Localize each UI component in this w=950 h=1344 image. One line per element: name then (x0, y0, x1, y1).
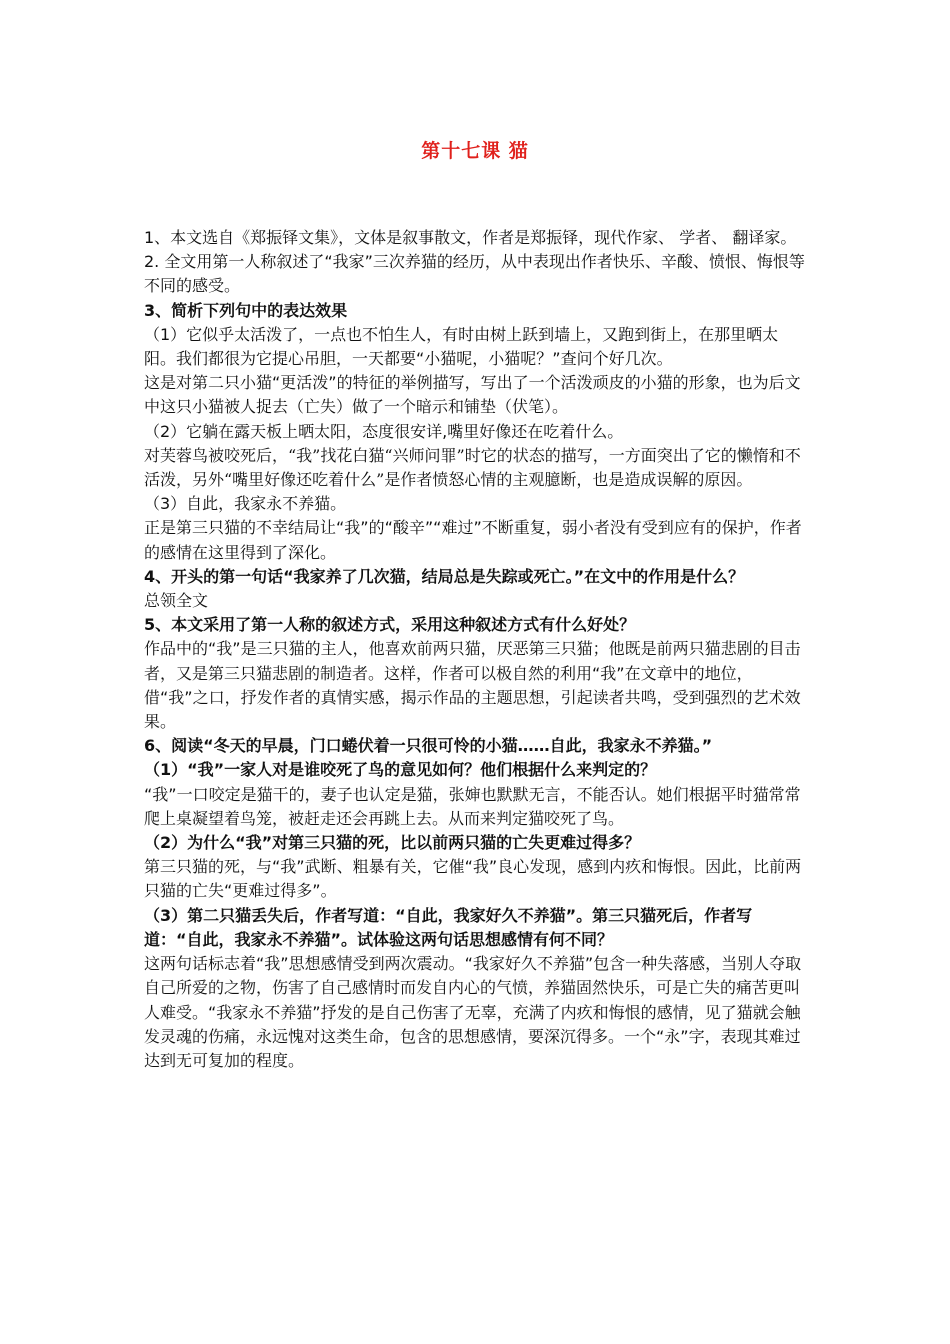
answer-3-2: 对芙蓉鸟被咬死后，“我”找花白猫“兴师问罪”时它的状态的描写，一方面突出了它的懒惰和不活泼，另外“嘴里好像还吃着什么”是作者愤怒心情的主观臆断，也是造成误解的原因。 (144, 445, 801, 490)
answer-3-1: 这是对第二只小猫“更活泼”的特征的举例描写，写出了一个活泼顽皮的小猫的形象，也为后文中这只小猫被人捉去（亡失）做了一个暗示和铺垫（伏笔）。 (144, 373, 801, 417)
question-3-3: （3）自此，我家永不养猫。 (144, 494, 347, 514)
lesson-title: 第十七课 猫 (421, 140, 529, 162)
question-6: 6、阅读“冬天的早晨，门口蜷伏着一只很可怜的小猫……自此，我家永不养猫。” (144, 736, 713, 756)
question-6-2: （2）为什么“我”对第三只猫的死，比以前两只猫的亡失更难过得多？ (144, 833, 641, 853)
question-3-2: （2）它躺在露天板上晒太阳，态度很安详,嘴里好像还在吃着什么。 (144, 421, 624, 441)
question-6-1: （1）“我”一家人对是谁咬死了鸟的意见如何？他们根据什么来判定的？ (144, 760, 657, 780)
paragraph-1: 1、本文选自《郑振铎文集》，文体是叙事散文，作者是郑振铎，现代作家、 学者、 翻译家。 (144, 228, 797, 247)
question-5: 5、本文采用了第一人称的叙述方式，采用这种叙述方式有什么好处？ (144, 615, 636, 635)
document-body (144, 226, 808, 1073)
answer-3-3: 正是第三只猫的不幸结局让“我”的“酸辛”“难过”不断重复，弱小者没有受到应有的保护，作者的感情在这里得到了深化。 (144, 518, 802, 562)
answer-6-1: “我”一口咬定是猫干的，妻子也认定是猫，张婶也默默无言，不能否认。她们根据平时猫常常爬上桌凝望着鸟笼，被赶走还会再跳上去。从而来判定猫咬死了鸟。 (144, 784, 801, 828)
question-3-1: （1）它似乎太活泼了，一点也不怕生人，有时由树上跃到墙上，又跑到街上，在那里晒太阳。我们都很为它提心吊胆，一天都要“小猫呢，小猫呢？”查问个好几次。 (144, 324, 779, 369)
answer-6-3: 这两句话标志着“我”思想感情受到两次震动。“我家好久不养猫”包含一种失落感，当别人夺取自己所爱的之物，伤害了自己感情时而发自内心的气愤，养猫固然快乐，可是亡失的痛苦更叫人难受。“我家永不养猫”抒发的是自己伤害了无辜，充满了内疚和悔恨的感情，见了猫就会触发灵魂的伤痛，永远愧对这类生命，包含的思想感情，要深沉得多。一个“永”字，表现其难过达到无可复加的程度。 (144, 954, 802, 1070)
answer-4: 总领全文 (144, 591, 209, 611)
question-4: 4、开头的第一句话“我家养了几次猫，结局总是失踪或死亡。”在文中的作用是什么？ (144, 566, 745, 586)
answer-5: 作品中的“我”是三只猫的主人，他喜欢前两只猫，厌恶第三只猫；他既是前两只猫悲剧的目击者，又是第三只猫悲剧的制造者。这样，作者可以极自然的利用“我”在文章中的地位，借“我”之口，抒发作者的真情实感，揭示作品的主题思想，引起读者共鸣，受到强烈的艺术效果。 (144, 639, 801, 732)
question-6-3: （3）第二只猫丢失后，作者写道：“自此，我家好久不养猫”。第三只猫死后，作者写道：“自此，我家永不养猫”。试体验这两句话思想感情有何不同？ (144, 905, 753, 949)
paragraph-2: 2. 全文用第一人称叙述了“我家”三次养猫的经历，从中表现出作者快乐、辛酸、愤恨、悔恨等不同的感受。 (144, 252, 805, 296)
answer-6-2: 第三只猫的死，与“我”武断、粗暴有关，它催“我”良心发现，感到内疚和悔恨。因此，比前两只猫的亡失“更难过得多”。 (144, 857, 802, 901)
question-3-heading: 3、简析下列句中的表达效果 (144, 300, 348, 320)
